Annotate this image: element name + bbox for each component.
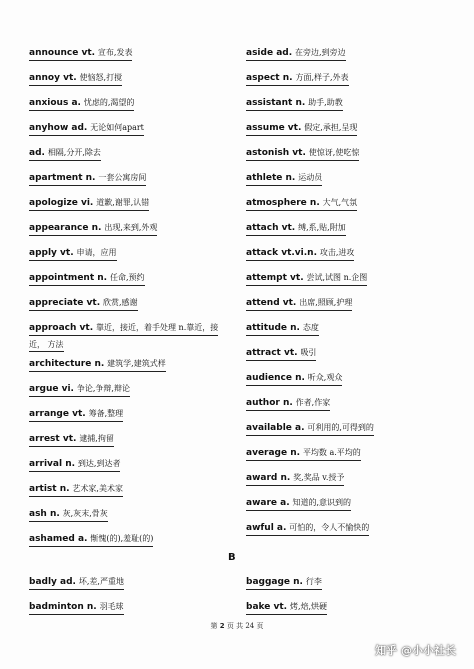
vocab-entry <box>29 146 244 161</box>
vocab-word: apartment n. <box>29 173 96 183</box>
vocab-word: arrival n. <box>29 459 76 469</box>
vocab-definition: 艺术家,美术家 <box>72 484 123 493</box>
vocab-entry-line <box>29 96 134 111</box>
vocab-entry <box>29 532 244 547</box>
vocab-definition: 出席,照顾,护理 <box>299 298 353 307</box>
vocab-entry <box>246 446 461 461</box>
vocab-entry-line <box>246 71 349 86</box>
footer-total-pages: 24 <box>245 622 255 630</box>
vocab-definition: 烤,焙,烘硬 <box>289 602 328 611</box>
vocab-entry-line <box>29 357 166 372</box>
vocab-entry <box>29 482 244 497</box>
vocab-entry <box>246 246 461 261</box>
footer-prefix: 第 <box>210 622 218 630</box>
vocab-definition: 筹备,整理 <box>88 409 124 418</box>
vocab-word: attempt vt. <box>246 273 304 283</box>
vocab-entry-line <box>246 446 361 461</box>
vocab-word: atmosphere n. <box>246 198 320 208</box>
vocab-definition: 一套公寓房间 <box>98 173 147 182</box>
vocab-entry-line <box>29 507 108 522</box>
vocab-definition: 使惊讶,使吃惊 <box>308 148 360 157</box>
vocab-entry-line <box>29 271 145 286</box>
vocab-word: aspect n. <box>246 73 293 83</box>
vocab-entry <box>29 196 244 211</box>
vocab-word: baggage n. <box>246 577 303 587</box>
vocab-word: bake vt. <box>246 602 288 612</box>
vocab-word: artist n. <box>29 484 70 494</box>
vocab-entry-line <box>246 171 322 186</box>
vocab-definition: 运动员 <box>298 173 323 182</box>
vocab-entry-line <box>246 421 374 436</box>
vocab-entry <box>29 271 244 286</box>
vocab-entry <box>246 296 461 311</box>
vocab-entry <box>246 496 461 511</box>
vocab-definition: 申请，应用 <box>76 248 117 257</box>
vocab-entry <box>29 357 244 372</box>
vocab-entry <box>29 96 244 111</box>
vocab-entry <box>246 396 461 411</box>
vocab-word: assistant n. <box>246 98 306 108</box>
vocab-word: ad. <box>29 148 45 158</box>
vocab-word: badly ad. <box>29 577 76 587</box>
section-letter-heading: B <box>228 552 236 563</box>
vocab-entry <box>29 121 244 136</box>
vocab-word: attach vt. <box>246 223 296 233</box>
vocab-entry <box>29 382 244 397</box>
vocab-word: ash n. <box>29 509 60 519</box>
vocab-definition: 出现,来到,外观 <box>104 223 158 232</box>
vocab-entry-line <box>29 246 117 261</box>
vocab-word: aware a. <box>246 498 290 508</box>
vocab-word: argue vi. <box>29 384 74 394</box>
vocab-entry-line <box>246 96 343 111</box>
vocab-word: annoy vt. <box>29 73 77 83</box>
vocab-definition: 无论如何apart <box>90 123 144 132</box>
vocab-entry-line <box>29 71 122 86</box>
vocab-entry-line <box>29 296 138 311</box>
vocab-entry <box>246 71 461 86</box>
vocab-definition: 行李 <box>305 577 322 586</box>
vocab-definition: 听众,观众 <box>307 373 343 382</box>
vocab-definition: 知道的,意识到的 <box>292 498 352 507</box>
vocab-entry-line <box>29 532 153 547</box>
vocab-word: author n. <box>246 398 293 408</box>
vocab-word: appointment n. <box>29 273 108 283</box>
vocab-entry-line <box>246 371 342 386</box>
vocab-entry-line <box>29 600 124 615</box>
vocab-definition: 可怕的，令人不愉快的 <box>289 523 370 532</box>
vocab-word: astonish vt. <box>246 148 306 158</box>
vocab-entry-line <box>29 432 114 447</box>
vocab-definition: 使恼怒,打搅 <box>79 73 123 82</box>
vocab-definition: 靠近，接近，着手处理 n.靠近，接 <box>96 323 219 332</box>
vocab-word: anxious a. <box>29 98 81 108</box>
vocab-word: aside ad. <box>246 48 293 58</box>
vocab-word: appreciate vt. <box>29 298 101 308</box>
vocab-entry <box>29 321 244 352</box>
vocab-definition: 道歉,谢罪,认错 <box>96 198 150 207</box>
vocab-entry-line <box>246 521 369 536</box>
vocab-entry-line <box>246 221 346 236</box>
vocab-word: attack vt.vi.n. <box>246 248 317 258</box>
vocab-word: ashamed a. <box>29 534 88 544</box>
vocab-entry-line <box>29 407 123 422</box>
watermark: 知乎 @小小社长 <box>375 644 456 657</box>
vocab-definition: 作者,作家 <box>295 398 331 407</box>
vocab-entry <box>246 421 461 436</box>
vocab-word: attend vt. <box>246 298 297 308</box>
vocab-entry <box>29 575 244 590</box>
vocab-entry <box>246 46 461 61</box>
vocab-word: apologize vi. <box>29 198 94 208</box>
vocab-word: assume vt. <box>246 123 302 133</box>
vocab-definition: 攻击,进攻 <box>319 248 355 257</box>
vocab-entry-line <box>246 121 357 136</box>
vocab-word: apply vt. <box>29 248 74 258</box>
vocab-entry <box>29 221 244 236</box>
vocab-entry-line <box>29 221 157 236</box>
vocab-entry <box>246 371 461 386</box>
vocab-entry <box>29 296 244 311</box>
vocab-entry <box>246 271 461 286</box>
vocab-entry <box>29 71 244 86</box>
footer-suffix: 页 <box>256 622 264 630</box>
vocab-definition: 助手,助教 <box>308 98 343 107</box>
vocab-definition: 争论,争辩,辩论 <box>76 384 130 393</box>
vocab-entry <box>29 600 244 615</box>
vocab-definition: 宣布,发表 <box>97 48 133 57</box>
vocab-entry-line <box>246 346 316 361</box>
vocab-definition: 建筑学,建筑式样 <box>107 359 166 368</box>
vocab-entry <box>29 171 244 186</box>
vocab-word: announce vt. <box>29 48 96 58</box>
vocab-entry <box>29 432 244 447</box>
vocab-definition: 忧虑的,渴望的 <box>83 98 135 107</box>
vocab-definition: 坏,差,严重地 <box>78 577 124 586</box>
vocab-entry <box>246 575 461 590</box>
vocab-definition: 羽毛球 <box>99 602 124 611</box>
vocab-entry-line <box>29 575 124 590</box>
page-footer <box>0 621 474 631</box>
vocab-word: arrest vt. <box>29 434 77 444</box>
vocab-entry <box>29 457 244 472</box>
vocab-entry <box>246 96 461 111</box>
vocab-entry-line <box>29 457 120 472</box>
vocab-entry <box>29 507 244 522</box>
vocab-entry <box>246 321 461 336</box>
vocab-word: attitude n. <box>246 323 300 333</box>
vocab-entry <box>246 146 461 161</box>
vocab-entry <box>246 196 461 211</box>
vocab-entry-line <box>29 146 101 161</box>
vocab-entry-line <box>246 496 351 511</box>
vocab-definition: 到达,到达者 <box>77 459 121 468</box>
vocab-entry <box>246 471 461 486</box>
vocab-entry <box>246 346 461 361</box>
vocab-definition: 相隔,分开,除去 <box>47 148 101 157</box>
vocab-entry-line <box>246 246 354 261</box>
vocab-entry-line <box>246 296 352 311</box>
vocab-definition: 灰,灰末,骨灰 <box>62 509 108 518</box>
vocab-entry-line <box>29 196 149 211</box>
vocab-definition: 尝试,试图 n.企图 <box>306 273 368 282</box>
vocab-definition-continued: 近， 方法 <box>29 338 64 352</box>
vocab-word: available a. <box>246 423 305 433</box>
vocab-word: appearance n. <box>29 223 102 233</box>
vocab-entry-line <box>246 321 319 336</box>
vocab-definition: 态度 <box>302 323 319 332</box>
vocab-definition: 吸引 <box>300 348 317 357</box>
vocab-word: arrange vt. <box>29 409 86 419</box>
vocab-entry <box>246 221 461 236</box>
vocab-entry <box>246 171 461 186</box>
vocab-entry <box>29 407 244 422</box>
vocab-entry-line <box>29 121 144 136</box>
vocab-word: athlete n. <box>246 173 296 183</box>
vocab-entry <box>246 600 461 615</box>
footer-current-page: 2 <box>219 622 225 630</box>
vocab-word: awful a. <box>246 523 287 533</box>
vocab-entry-line <box>29 321 218 336</box>
vocab-word: approach vt. <box>29 323 94 333</box>
vocab-definition: 大气,气氛 <box>322 198 358 207</box>
vocab-word: anyhow ad. <box>29 123 88 133</box>
vocab-word: audience n. <box>246 373 305 383</box>
vocab-entry-line <box>246 46 346 61</box>
vocab-entry <box>246 121 461 136</box>
vocab-definition: 可利用的,可得到的 <box>307 423 374 432</box>
vocab-definition: 任命,预约 <box>109 273 145 282</box>
vocab-definition: 欣赏,感谢 <box>103 298 138 307</box>
vocab-entry-line <box>29 482 123 497</box>
vocab-definition: 假定,承担,呈现 <box>304 123 358 132</box>
vocab-entry <box>29 246 244 261</box>
footer-mid: 页 共 <box>226 622 244 630</box>
vocab-definition: 平均数 a.平均的 <box>302 448 361 457</box>
vocab-definition: 奖,奖品 v.授予 <box>293 473 345 482</box>
vocab-entry-line <box>246 575 322 590</box>
vocab-entry-line <box>29 46 132 61</box>
vocab-entry-line <box>246 196 357 211</box>
vocab-word: architecture n. <box>29 359 105 369</box>
vocab-definition: 惭愧(的),羞耻(的) <box>90 534 154 543</box>
vocab-word: average n. <box>246 448 301 458</box>
vocab-word: badminton n. <box>29 602 97 612</box>
vocab-entry-line <box>246 271 367 286</box>
vocab-entry-line <box>246 146 359 161</box>
vocab-word: award n. <box>246 473 291 483</box>
vocab-entry <box>29 46 244 61</box>
vocab-definition: 缚,系,贴,附加 <box>298 223 346 232</box>
vocab-entry-line <box>246 600 327 615</box>
vocab-definition: 方面,样子,外表 <box>295 73 349 82</box>
vocab-entry-line <box>29 171 146 186</box>
vocab-entry <box>246 521 461 536</box>
vocab-word: attract vt. <box>246 348 298 358</box>
vocab-entry-line <box>246 471 344 486</box>
vocab-definition: 逮捕,拘留 <box>79 434 114 443</box>
vocab-entry-line <box>246 396 330 411</box>
vocab-definition: 在旁边,到旁边 <box>295 48 346 57</box>
vocab-entry-line <box>29 382 130 397</box>
